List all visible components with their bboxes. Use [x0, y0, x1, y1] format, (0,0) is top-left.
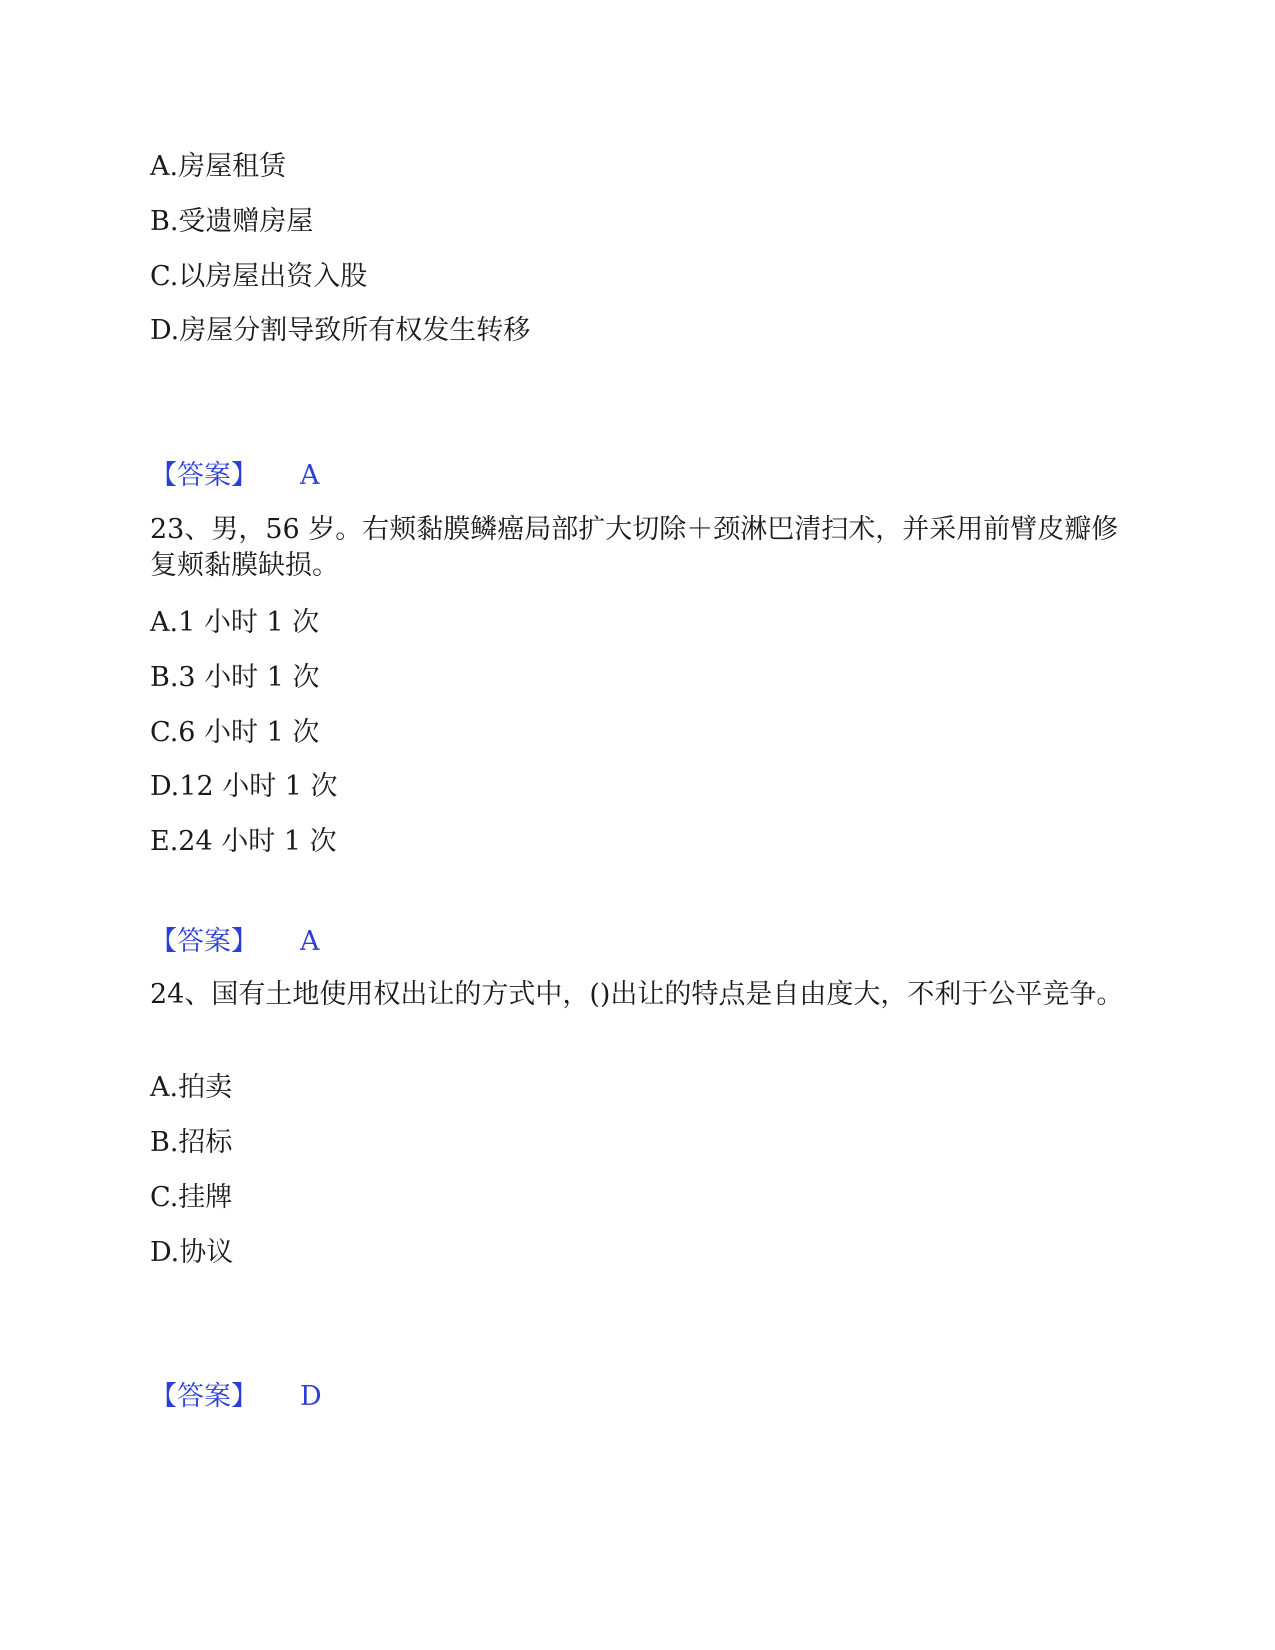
- q23-option-c: C.6 小时 1 次: [150, 717, 320, 748]
- q24-answer: [150, 1380, 322, 1414]
- q22-option-d: D.房屋分割导致所有权发生转移: [150, 315, 531, 346]
- q24-option-b: B.招标: [150, 1127, 233, 1158]
- q24-question: 24、国有土地使用权出让的方式中，()出让的特点是自由度大，不利于公平竞争。: [150, 979, 1124, 1010]
- q22-option-b: B.受遗赠房屋: [150, 206, 314, 237]
- q24-option-c: C.挂牌: [150, 1182, 233, 1213]
- q23-option-b: B.3 小时 1 次: [150, 662, 320, 693]
- answer-label: 【答案】: [150, 1381, 258, 1412]
- q22-answer: [150, 459, 320, 493]
- q22-option-a: A.房屋租赁: [150, 151, 287, 182]
- answer-label: 【答案】: [150, 460, 258, 491]
- q24-option-d: D.协议: [150, 1237, 234, 1268]
- q23-answer: [150, 925, 320, 959]
- q23-option-e: E.24 小时 1 次: [150, 826, 337, 857]
- answer-value: A: [300, 460, 320, 491]
- q24-option-a: A.拍卖: [150, 1072, 233, 1103]
- q23-option-a: A.1 小时 1 次: [150, 607, 320, 638]
- q22-option-c: C.以房屋出资入股: [150, 261, 368, 292]
- answer-value: D: [300, 1381, 322, 1412]
- q23-option-d: D.12 小时 1 次: [150, 771, 338, 802]
- q23-question: 23、男，56 岁。右颊黏膜鳞癌局部扩大切除＋颈淋巴清扫术，并采用前臂皮瓣修复颊黏膜缺损。: [150, 514, 1119, 581]
- answer-value: A: [300, 926, 320, 957]
- answer-label: 【答案】: [150, 926, 258, 957]
